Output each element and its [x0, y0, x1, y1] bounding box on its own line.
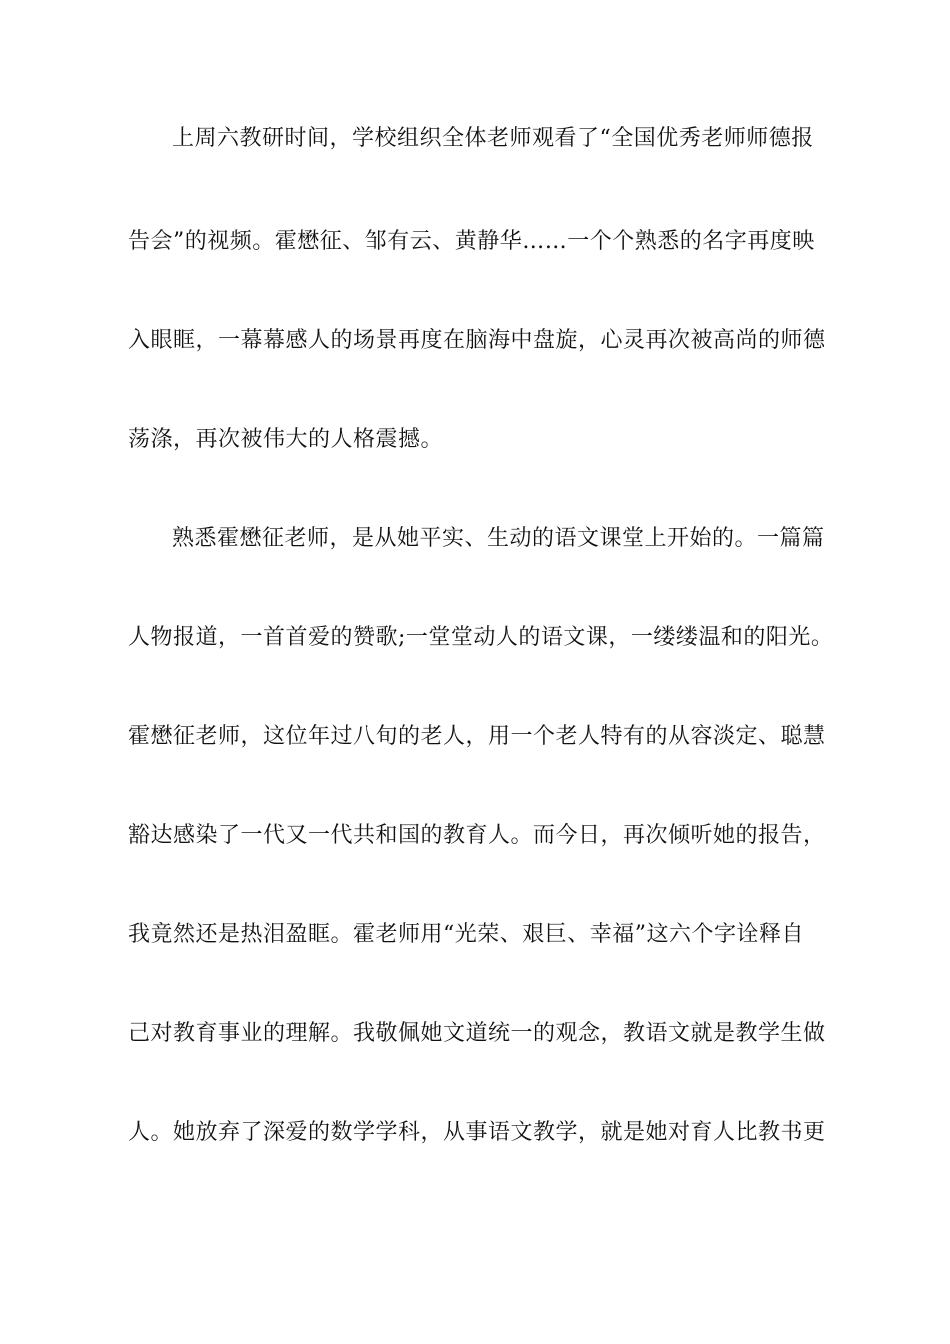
paragraph-2-line-2: 人物报道，一首首爱的赞歌;一堂堂动人的语文课，一缕缕温和的阳光。 [128, 625, 834, 650]
paragraph-2-line-6: 己对教育事业的理解。我敬佩她文道统一的观念，教语文就是教学生做 [128, 1021, 826, 1046]
paragraph-1-line-4: 荡涤，再次被伟大的人格震撼。 [128, 427, 444, 452]
paragraph-2-line-1: 熟悉霍懋征老师，是从她平实、生动的语文课堂上开始的。一篇篇 [172, 526, 825, 551]
paragraph-2-line-7: 人。她放弃了深爱的数学学科，从事语文教学，就是她对育人比教书更 [128, 1120, 826, 1145]
paragraph-1-line-2: 告会”的视频。霍懋征、邹有云、黄静华……一个个熟悉的名字再度映 [128, 229, 815, 254]
paragraph-1-line-3: 入眼眶，一幕幕感人的场景再度在脑海中盘旋，心灵再次被高尚的师德 [128, 328, 826, 353]
paragraph-2-line-3: 霍懋征老师，这位年过八旬的老人，用一个老人特有的从容淡定、聪慧 [128, 724, 826, 749]
paragraph-2-line-5: 我竟然还是热泪盈眶。霍老师用“光荣、艰巨、幸福”这六个字诠释自 [128, 922, 804, 947]
paragraph-1-line-1: 上周六教研时间，学校组织全体老师观看了“全国优秀老师师德报 [172, 126, 814, 151]
paragraph-2-line-4: 豁达感染了一代又一代共和国的教育人。而今日，再次倾听她的报告， [128, 823, 826, 848]
